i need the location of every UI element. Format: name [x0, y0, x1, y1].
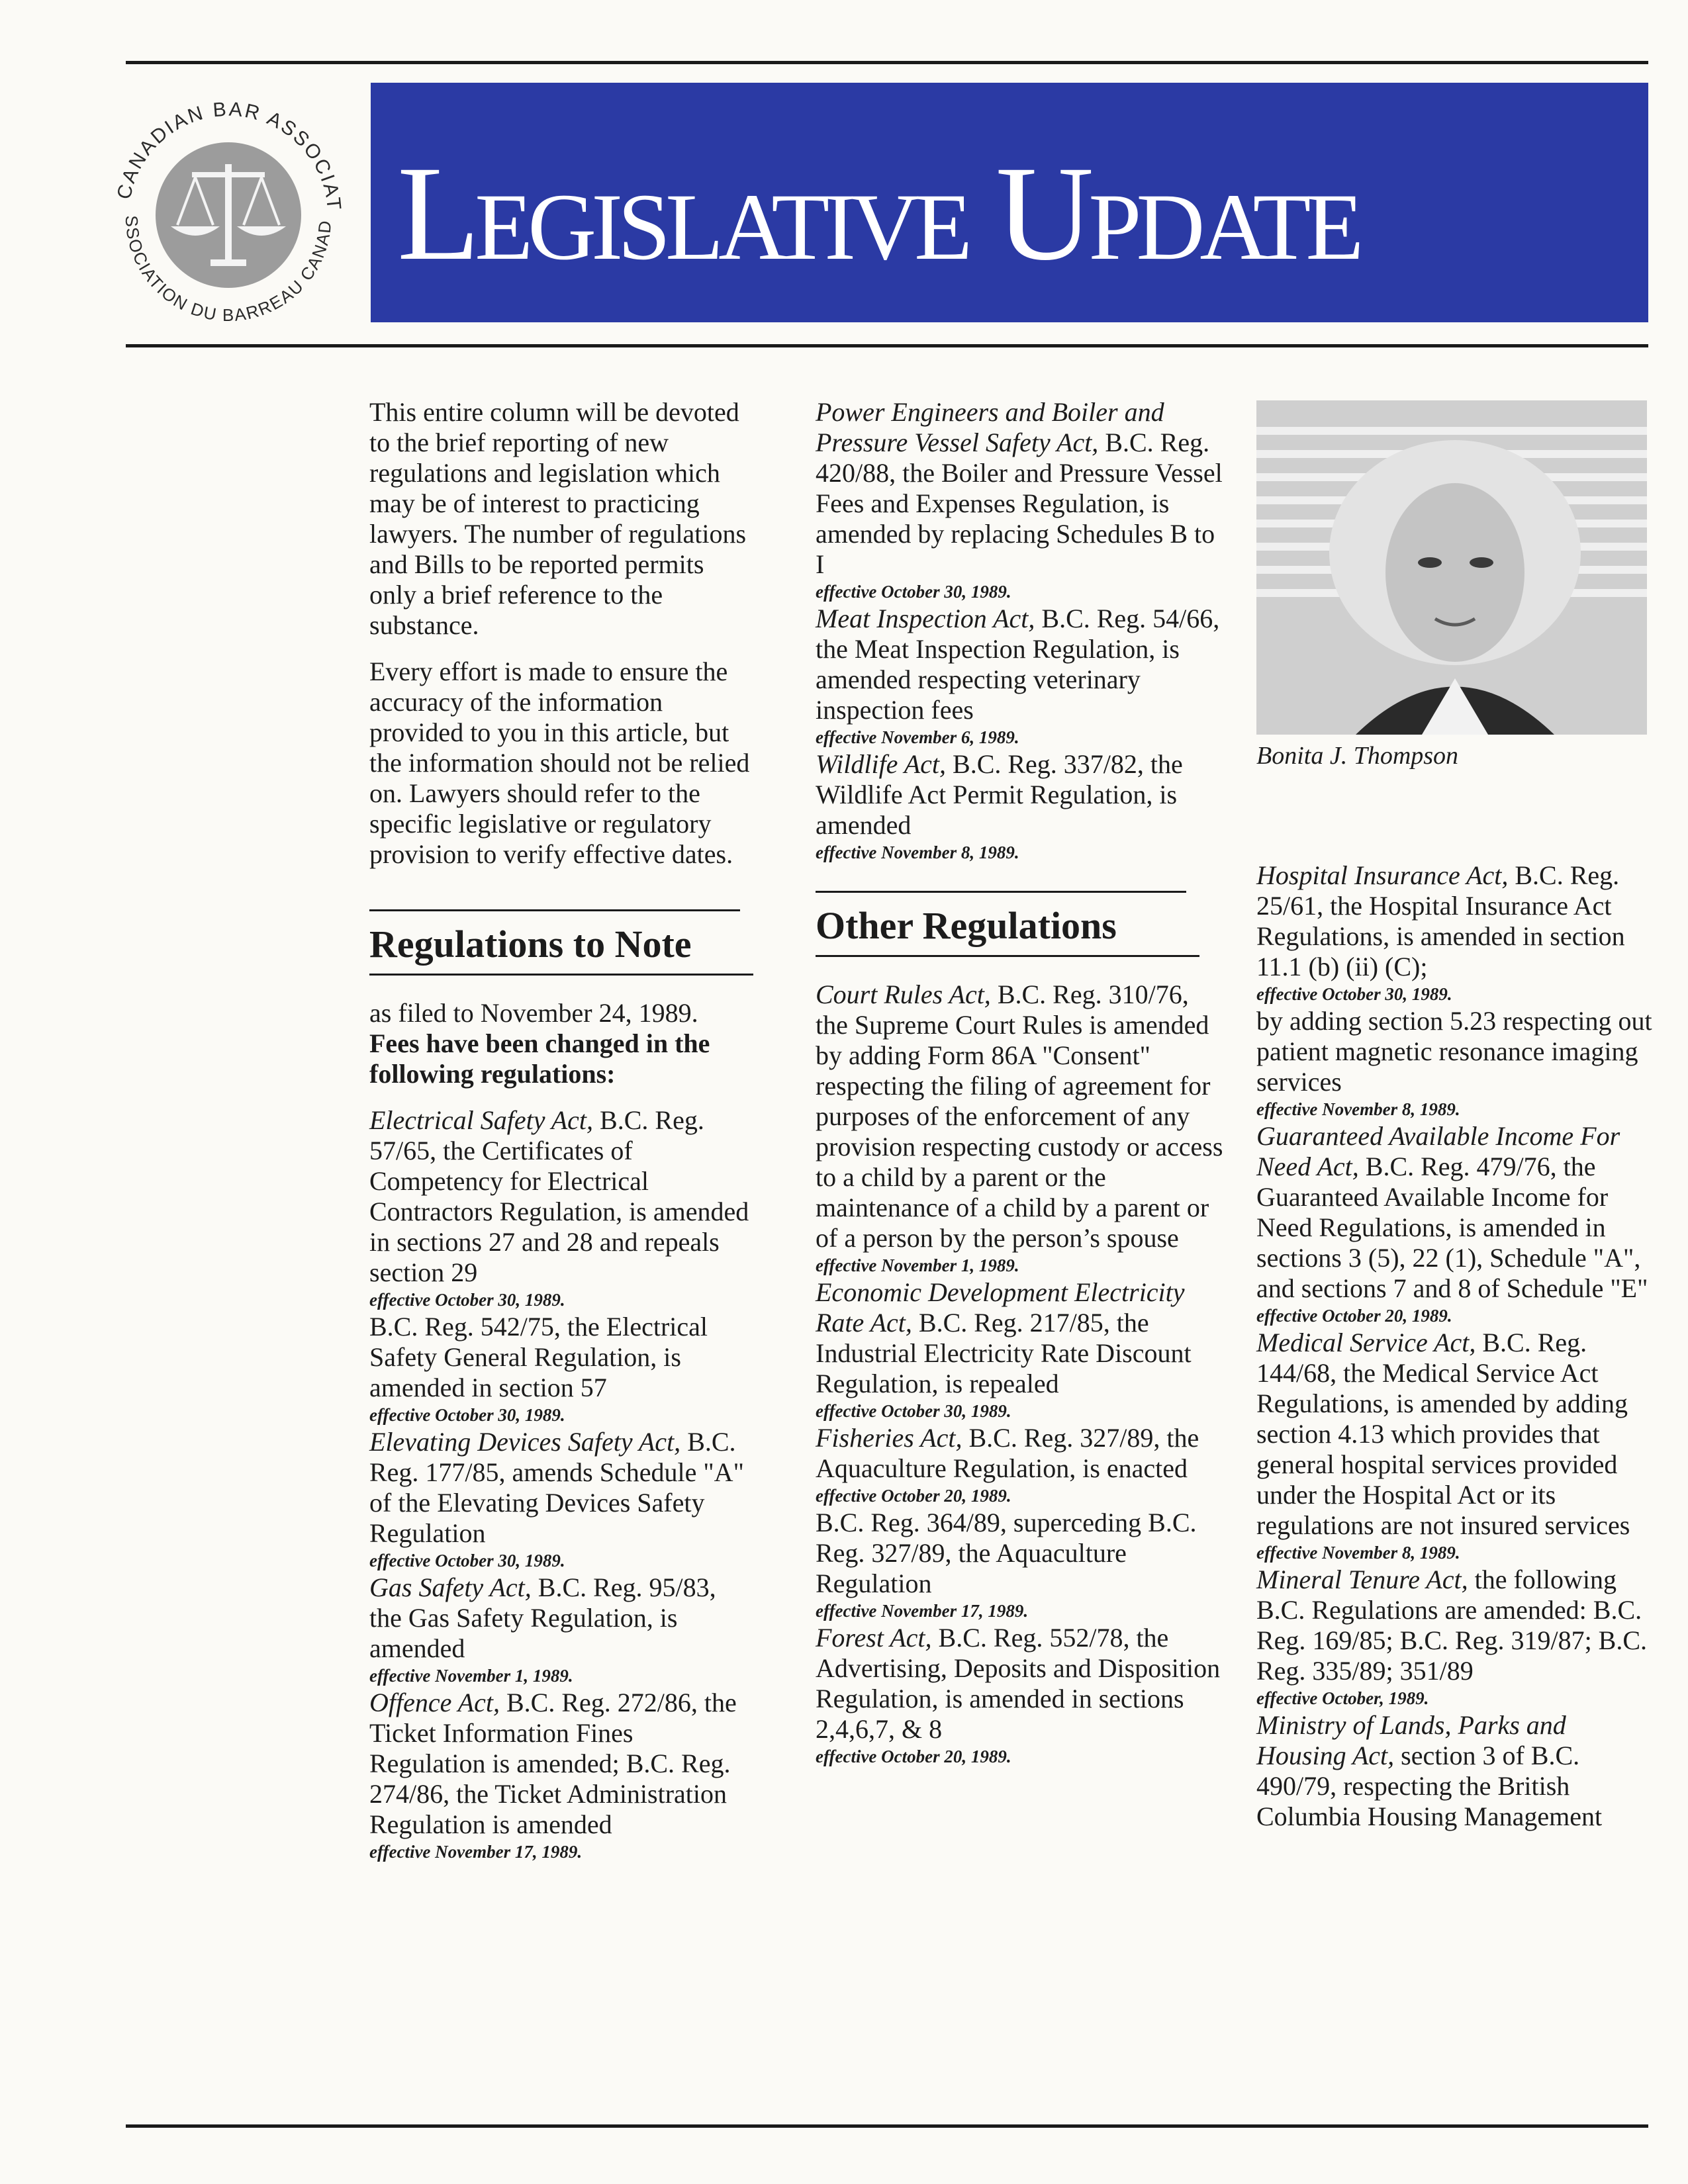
column-1 — [369, 397, 753, 1864]
effective-date: effective October, 1989. — [1256, 1688, 1429, 1708]
page-title: Legislative Update — [397, 138, 1359, 289]
regulation-text: B.C. Reg. 272/86, the Ticket Information Fines Regulation is amended; B.C. Reg. 274/86, the Ticket Administration Regulation is amended — [369, 1688, 737, 1839]
regulation-entry — [816, 749, 1226, 864]
title-banner — [371, 83, 1648, 322]
regulation-entry — [816, 1623, 1226, 1768]
disclaimer-paragraph: Every effort is made to ensure the accuracy of the information provided to you in this article, but the information should not be relied on. Lawyers should refer to the specific legislative or regulatory provision to verify effective dates. — [369, 657, 750, 869]
act-name: Fisheries Act, — [816, 1423, 962, 1453]
effective-date: effective November 1, 1989. — [816, 1255, 1019, 1275]
top-rule — [126, 61, 1648, 64]
act-name: Wildlife Act, — [816, 749, 947, 779]
section-divider — [816, 955, 1199, 957]
filed-note — [369, 998, 753, 1089]
regulation-entry — [369, 1688, 753, 1864]
regulation-text: B.C. Reg. 144/68, the Medical Service Act Regulations, is amended by adding section 4.13 which provides that general hospital services provided under the Hospital Act or its regulations are not insured services — [1256, 1328, 1630, 1540]
effective-date: effective October 30, 1989. — [816, 582, 1011, 602]
header-bottom-rule — [126, 344, 1648, 347]
regulation-entry — [816, 1508, 1226, 1623]
act-name: Court Rules Act, — [816, 979, 991, 1009]
act-name: Offence Act, — [369, 1688, 500, 1717]
effective-date: effective October 30, 1989. — [369, 1405, 565, 1425]
regulation-entry — [1256, 1328, 1654, 1565]
effective-date: effective October 20, 1989. — [816, 1747, 1011, 1766]
bottom-rule — [126, 2124, 1648, 2128]
section-other-regulations — [816, 891, 1226, 957]
regulation-text: by adding section 5.23 respecting out patient magnetic resonance imaging services — [1256, 1006, 1652, 1097]
regulation-entry — [816, 979, 1226, 1277]
regulation-list — [816, 979, 1226, 1768]
regulation-text: B.C. Reg. 310/76, the Supreme Court Rules is amended by adding Form 86A "Consent" respecting the filing of agreement for purposes of the enforcement of any provision respecting custody or access to a child by a parent or the maintenance of a child by a parent or of a person by the person’s spouse — [816, 979, 1223, 1253]
effective-date: effective October 30, 1989. — [369, 1551, 565, 1570]
act-name: Gas Safety Act, — [369, 1572, 532, 1602]
svg-text:THE CANADIAN BAR ASSOCIATION: CANADIAN BAR ASSOCIAT — [113, 98, 346, 213]
section-heading: Regulations to Note — [369, 923, 692, 966]
regulation-entry — [1256, 1006, 1654, 1121]
regulation-entry — [816, 1423, 1226, 1508]
author-photo — [1256, 400, 1647, 735]
effective-date: effective October 30, 1989. — [816, 1401, 1011, 1421]
regulation-text: section 3 of B.C. 490/79, respecting the British Columbia Housing Management — [1256, 1741, 1603, 1831]
regulation-entry — [369, 1427, 753, 1572]
regulation-text: B.C. Reg. 25/61, the Hospital Insurance Act Regulations, is amended in section 11.1 (b) (ii) (C); — [1256, 860, 1625, 981]
section-regulations-to-note — [369, 909, 753, 976]
regulation-list — [816, 397, 1226, 864]
svg-text:L'ASSOCIATION DU BARREAU CANAD: SSOCIATION DU BARREAU CANAD — [121, 214, 336, 326]
regulation-list — [369, 1105, 753, 1864]
regulation-entry — [1256, 1121, 1654, 1328]
photo-caption: Bonita J. Thompson — [1256, 742, 1459, 770]
effective-date: effective November 6, 1989. — [816, 727, 1019, 747]
effective-date: effective October 30, 1989. — [1256, 984, 1452, 1004]
act-name: Economic Development Electricity Rate Act, — [816, 1277, 1185, 1338]
regulation-entry — [816, 1277, 1226, 1423]
regulation-text: B.C. Reg. 327/89, the Aquaculture Regulation, is enacted — [816, 1423, 1199, 1483]
regulation-text: B.C. Reg. 542/75, the Electrical Safety General Regulation, is amended in section 57 — [369, 1312, 708, 1402]
regulation-text: B.C. Reg. 177/85, amends Schedule "A" of the Elevating Devices Safety Regulation — [369, 1427, 744, 1548]
act-name: Meat Inspection Act, — [816, 604, 1035, 633]
regulation-text: B.C. Reg. 54/66, the Meat Inspection Regulation, is amended respecting veterinary inspection fees — [816, 604, 1220, 725]
section-heading: Other Regulations — [816, 904, 1117, 947]
regulation-text: B.C. Reg. 364/89, superceding B.C. Reg. 327/89, the Aquaculture Regulation — [816, 1508, 1197, 1598]
effective-date: effective October 30, 1989. — [369, 1290, 565, 1310]
section-divider — [369, 909, 740, 911]
effective-date: effective November 17, 1989. — [369, 1842, 583, 1862]
act-name: Forest Act, — [816, 1623, 932, 1653]
section-divider — [816, 891, 1186, 893]
regulation-text: B.C. Reg. 57/65, the Certificates of Competency for Electrical Contractors Regulation, is amended in sections 27 and 28 and repeals section 29 — [369, 1105, 749, 1287]
regulation-entry — [816, 604, 1226, 749]
act-name: Guaranteed Available Income For Need Act, — [1256, 1121, 1620, 1181]
act-name: Elevating Devices Safety Act, — [369, 1427, 681, 1457]
regulation-text: B.C. Reg. 420/88, the Boiler and Pressure Vessel Fees and Expenses Regulation, is amended by replacing Schedules B to I — [816, 428, 1223, 579]
act-name: Medical Service Act, — [1256, 1328, 1476, 1357]
regulation-text: B.C. Reg. 217/85, the Industrial Electricity Rate Discount Regulation, is repealed — [816, 1308, 1192, 1398]
regulation-entry — [1256, 1710, 1654, 1832]
regulation-entry — [816, 397, 1226, 604]
filed-date-text: as filed to November 24, 1989. — [369, 998, 698, 1028]
act-name: Power Engineers and Boiler and Pressure Vessel Safety Act, — [816, 397, 1164, 457]
regulation-text: B.C. Reg. 552/78, the Advertising, Deposits and Disposition Regulation, is amended in sections 2,4,6,7, & 8 — [816, 1623, 1221, 1744]
effective-date: effective October 20, 1989. — [1256, 1306, 1452, 1326]
portrait-image — [1256, 400, 1647, 735]
regulation-entry — [369, 1572, 753, 1688]
cba-logo — [99, 86, 357, 344]
effective-date: effective November 8, 1989. — [816, 842, 1019, 862]
act-name: Ministry of Lands, Parks and Housing Act, — [1256, 1710, 1566, 1770]
regulation-entry — [369, 1312, 753, 1427]
fees-note: Fees have been changed in the following regulations: — [369, 1028, 710, 1089]
regulation-text: B.C. Reg. 337/82, the Wildlife Act Permit Regulation, is amended — [816, 749, 1183, 840]
act-name: Electrical Safety Act, — [369, 1105, 594, 1135]
section-divider — [369, 974, 753, 976]
regulation-entry — [369, 1105, 753, 1312]
intro-paragraph: This entire column will be devoted to the brief reporting of new regulations and legislation which may be of interest to practicing lawyers. The number of regulations and Bills to be reported permits only a brief reference to the substance. — [369, 397, 747, 640]
effective-date: effective November 1, 1989. — [369, 1666, 573, 1686]
effective-date: effective November 8, 1989. — [1256, 1543, 1460, 1563]
column-2 — [816, 397, 1226, 1768]
regulation-list — [1256, 860, 1654, 1832]
act-name: Hospital Insurance Act, — [1256, 860, 1509, 890]
regulation-text: the following B.C. Regulations are amended: B.C. Reg. 169/85; B.C. Reg. 319/87; B.C. Reg. 335/89; 351/89 — [1256, 1565, 1648, 1686]
scales-of-justice-icon — [99, 86, 357, 344]
regulation-entry — [1256, 1565, 1654, 1710]
regulation-text: B.C. Reg. 95/83, the Gas Safety Regulation, is amended — [369, 1572, 716, 1663]
act-name: Mineral Tenure Act, — [1256, 1565, 1468, 1594]
effective-date: effective November 8, 1989. — [1256, 1099, 1460, 1119]
effective-date: effective November 17, 1989. — [816, 1601, 1029, 1621]
regulation-text: B.C. Reg. 479/76, the Guaranteed Available Income for Need Regulations, is amended in sections 3 (5), 22 (1), Schedule "A", and sections 7 and 8 of Schedule "E" — [1256, 1152, 1648, 1303]
regulation-entry — [1256, 860, 1654, 1006]
effective-date: effective October 20, 1989. — [816, 1486, 1011, 1506]
